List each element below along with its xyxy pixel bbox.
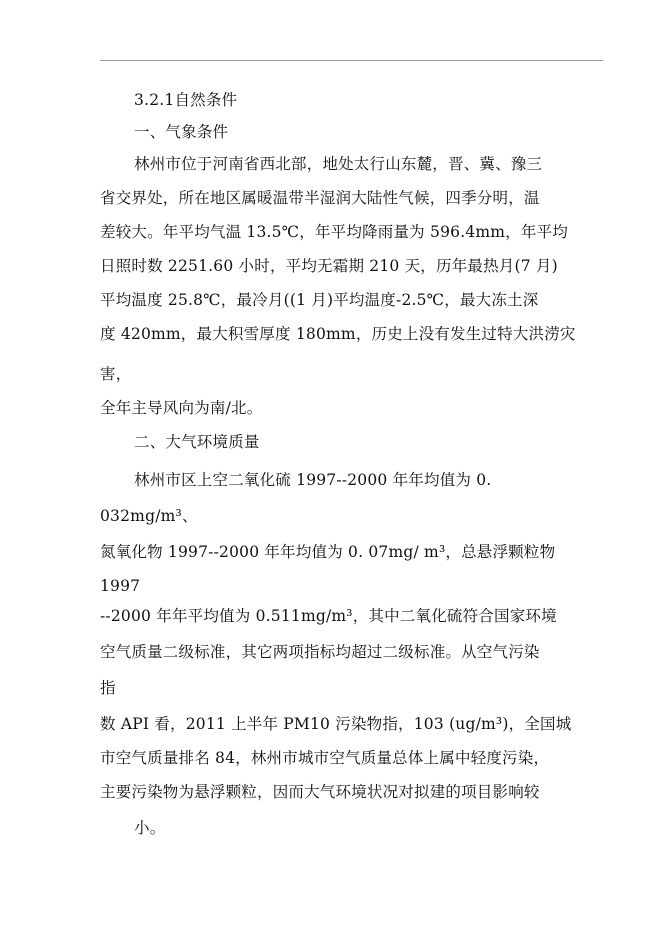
subsection-heading: 一、气象条件 [134,123,229,141]
subsection-heading: 二、大气环境质量 [134,433,260,451]
paragraph-line: 数 API 看，2011 上半年 PM10 污染物指，103 (ug/m³)，全国城 [100,715,572,733]
paragraph-line: 差较大。年平均气温 13.5℃，年平均降雨量为 596.4mm，年平均 [100,223,568,241]
paragraph-line: 平均温度 25.8℃，最冷月((1 月)平均温度-2.5℃，最大冻土深 [100,291,539,309]
paragraph-line: 主要污染物为悬浮颗粒，因而大气环境状况对拟建的项目影响较 [100,783,540,801]
paragraph-line: 032mg/m³、 [100,507,198,525]
paragraph-line: 1997 [100,577,141,595]
paragraph-line: 害， [100,365,132,383]
paragraph-line: 度 420mm，最大积雪厚度 180mm，历史上没有发生过特大洪涝灾 [100,325,576,343]
paragraph-line: 林州市位于河南省西北部，地处太行山东麓，晋、冀、豫三 [134,155,543,173]
paragraph-line: 全年主导风向为南/北。 [100,399,263,417]
section-heading: 3.2.1自然条件 [134,91,238,109]
paragraph-line: 小。 [134,819,166,837]
paragraph-line: 市空气质量排名 84，林州市城市空气质量总体上属中轻度污染， [100,749,550,767]
paragraph-line: 林州市区上空二氧化硫 1997--2000 年年均值为 0. [134,471,492,489]
paragraph-line: 指 [100,679,116,697]
paragraph-line: 氮氧化物 1997--2000 年年均值为 0. 07mg/ m³，总悬浮颗粒物 [100,543,556,561]
paragraph-line: --2000 年年平均值为 0.511mg/m³，其中二氧化硫符合国家环境 [100,607,557,625]
paragraph-line: 空气质量二级标准，其它两项指标均超过二级标准。从空气污染 [100,643,540,661]
header-rule [100,60,603,61]
paragraph-line: 省交界处，所在地区属暖温带半湿润大陆性气候，四季分明，温 [100,189,540,207]
paragraph-line: 日照时数 2251.60 小时，平均无霜期 210 天，历年最热月(7 月) [100,257,558,275]
